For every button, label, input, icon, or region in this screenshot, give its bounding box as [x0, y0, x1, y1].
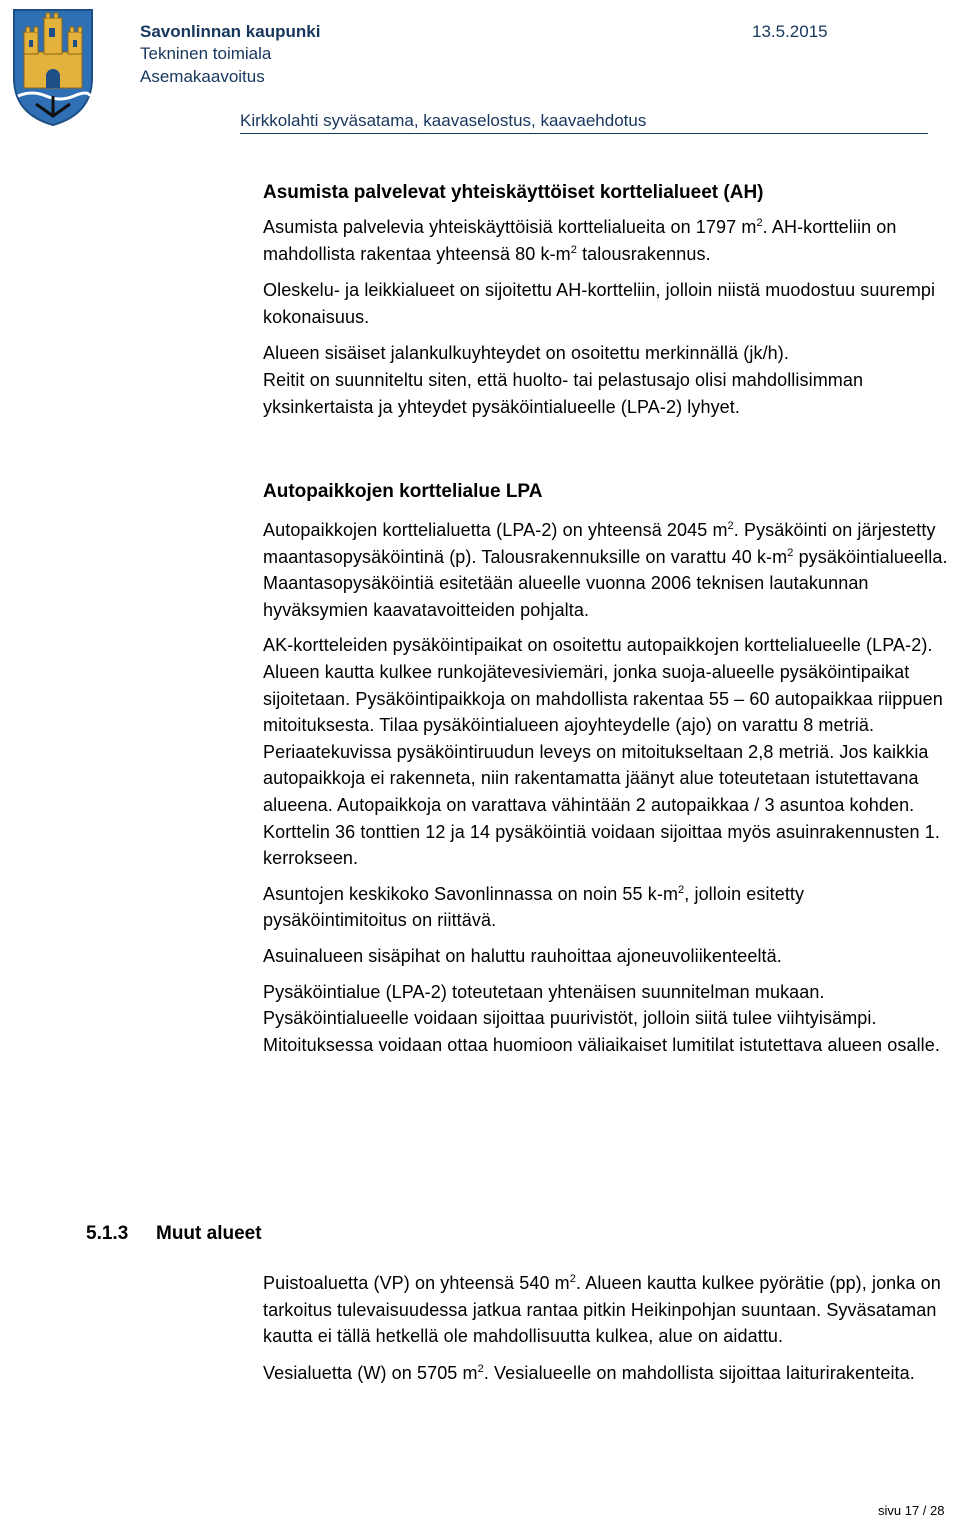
- text-run: . Pysäköinti on järjestetty maantasopysäköintinä (p). Talousrakennuksille on varattu 40 k-m: [263, 520, 936, 567]
- text-run: Vesialuetta (W) on 5705 m: [263, 1362, 478, 1383]
- text-run: , jolloin esitetty pysäköintimitoitus on riittävä.: [263, 883, 805, 931]
- superscript: 2: [477, 1362, 484, 1375]
- document-title: Kirkkolahti syväsatama, kaavaselostus, kaavaehdotus: [240, 111, 647, 130]
- section-lpa-paragraph-5: Pysäköintialue (LPA-2) toteutetaan yhtenäisen suunnitelman mukaan. Pysäköintialueelle voidaan sijoittaa puurivistöt, jolloin siitä tulee viihtyisämpi. Mitoituksessa voidaan ottaa huomioon väliaikaiset lumitilat istutettava alueen osalle.: [263, 981, 940, 1055]
- department-name: Tekninen toimiala: [140, 44, 272, 63]
- superscript: 2: [787, 546, 794, 559]
- section-other-paragraph-2: [263, 1360, 953, 1387]
- text-run: . Alueen kautta kulkee pyörätie (pp), jonka on tarkoitus tulevaisuudessa jatkua rantaa pitkin Heikinpohjan suuntaan. Syväsataman kautta ei tällä hetkellä ole mahdollisuutta kulkea, alue on aidattu.: [263, 1273, 941, 1347]
- section-ah: [263, 180, 953, 430]
- text-run: Autopaikkojen korttelialuetta (LPA-2) on yhteensä 2045 m: [263, 520, 728, 540]
- coat-of-arms-logo: [10, 6, 96, 128]
- text-run: . AH-kortteliin on mahdollista rakentaa yhteensä 80 k-m: [263, 217, 897, 264]
- text-run: Asuntojen keskikoko Savonlinnassa on noin 55 k-m: [263, 883, 679, 904]
- unit-name: Asemakaavoitus: [140, 67, 265, 86]
- section-other-paragraph-1: [263, 1270, 953, 1350]
- text-run: Puistoaluetta (VP) on yhteensä 540 m: [263, 1273, 570, 1293]
- superscript: 2: [569, 1273, 576, 1285]
- superscript: 2: [727, 520, 734, 532]
- header-divider: [240, 133, 928, 134]
- section-other: [263, 1270, 953, 1396]
- section-lpa-paragraph-1: [263, 517, 953, 623]
- section-lpa-paragraph-3: [263, 881, 953, 934]
- section-ah-heading: Asumista palvelevat yhteiskäyttöiset korttelialueet (AH): [263, 182, 764, 203]
- section-ah-paragraph-2: Oleskelu- ja leikkialueet on sijoitettu AH-kortteliin, jolloin niistä muodostuu suurempi kokonaisuus.: [263, 280, 936, 327]
- superscript: 2: [756, 217, 763, 229]
- organization-name: Savonlinnan kaupunki: [140, 22, 321, 41]
- section-ah-paragraph-3: Alueen sisäiset jalankulkuyhteydet on osoitettu merkinnällä (jk/h).: [263, 343, 789, 364]
- text-run: pysäköintialueella. Maantasopysäköintiä esitetään alueelle vuonna 2006 teknisen lautakunnan hyväksymien kaavatavoitteiden pohjalta.: [263, 546, 948, 620]
- section-number: 5.1.3: [86, 1223, 129, 1244]
- page-number: sivu 17 / 28: [878, 1503, 945, 1518]
- section-lpa-heading: Autopaikkojen korttelialue LPA: [263, 481, 543, 502]
- section-ah-paragraph-4: Reitit on suunniteltu siten, että huolto- tai pelastusajo olisi mahdollisimman yksinkertaista ja yhteydet pysäköintialueelle (LPA-2) lyhyet.: [263, 369, 864, 417]
- section-ah-paragraph-1: [263, 214, 953, 267]
- text-run: Asumista palvelevia yhteiskäyttöisiä korttelialueita on 1797 m: [263, 217, 757, 237]
- text-run: . Vesialueelle on mahdollista sijoittaa laiturirakenteita.: [483, 1362, 915, 1383]
- section-title: Muut alueet: [156, 1223, 262, 1244]
- text-run: talousrakennus.: [576, 243, 711, 264]
- document-date: 13.5.2015: [752, 22, 828, 41]
- section-lpa-paragraph-2: AK-kortteleiden pysäköintipaikat on osoitettu autopaikkojen korttelialueelle (LPA-2). Alueen kautta kulkee runkojätevesiviemäri, jonka suoja-alueelle pysäköintipaikat sijoitetaan. Pysäköintipaikkoja on mahdollista rakentaa 55 – 60 autopaikkaa riippuen mitoituksesta. Tilaa pysäköintialueen ajoyhteydelle (ajo) on varattu 8 metriä. Periaatekuvissa pysäköintiruudun leveys on mitoitukseltaan 2,8 metriä. Jos kaikkia autopaikkoja ei rakenneta, niin rakentamatta jäänyt alue toteutetaan istutettavana alueena. Autopaikkoja on varattava vähintään 2 autopaikkaa / 3 asuntoa kohden. Korttelin 36 tonttien 12 ja 14 pysäköintiä voidaan sijoittaa myös asuinrakennusten 1. kerrokseen.: [263, 635, 943, 869]
- section-lpa: [263, 479, 953, 1067]
- superscript: 2: [678, 883, 685, 896]
- section-lpa-paragraph-4: Asuinalueen sisäpihat on haluttu rauhoittaa ajoneuvoliikenteeltä.: [263, 945, 782, 966]
- superscript: 2: [570, 243, 577, 256]
- section-other-heading: [86, 1221, 262, 1247]
